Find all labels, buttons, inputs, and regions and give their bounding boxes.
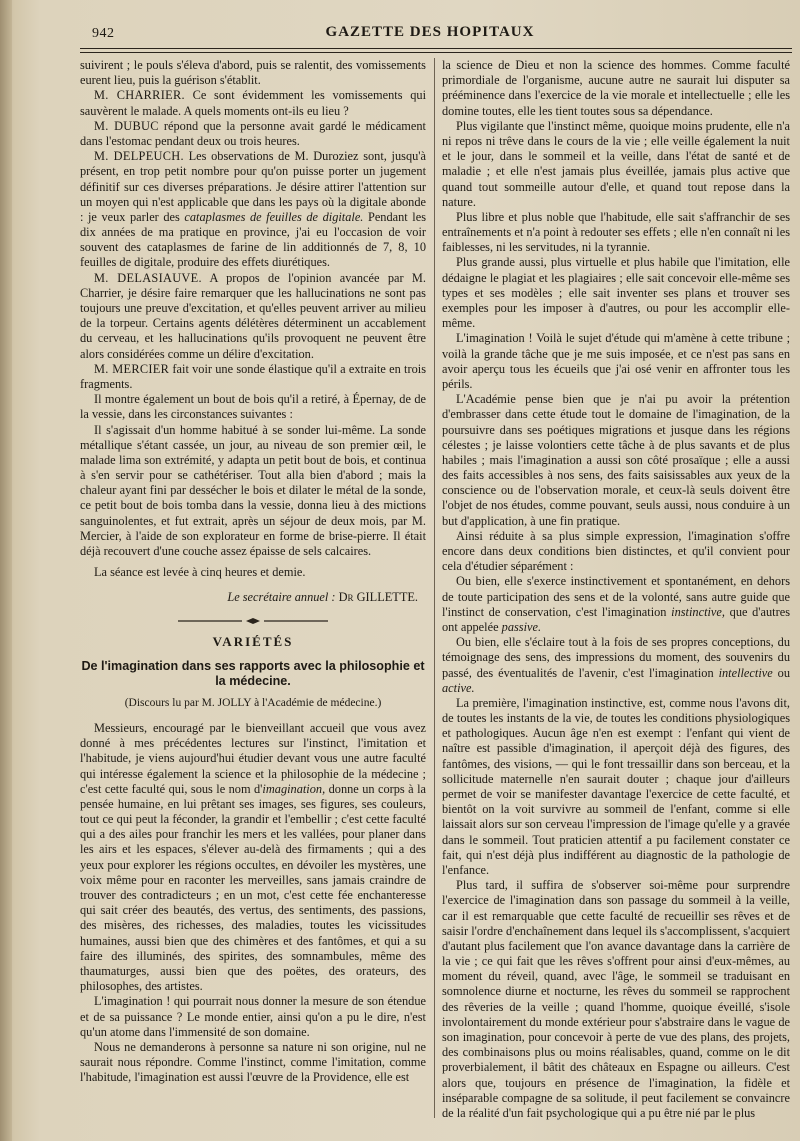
paragraph: Plus tard, il suffira de s'observer soi-même pour surprendre l'exercice de l'imagination dans son passage du sommeil à la veille, car il est remarquable que cette faculté de recueillir ses rêves et de saisir l'ordre d'enchaînement dans lequel ils s'accomplissent, s'acquiert d'autant plus facilement que l'on avance davantage dans la carrière de la vie ; ce qui fait que les rêves s'offrent pour ainsi d'eux-mêmes, au moment du réveil, quand, avec l'âge, le sommeil se traduisant en somnolence diurne et nocturne, les rêves du sommeil se rapprochent des rêveries de la veille ; quand l'homme, quoique éveillé, s'isole involontairement du monde extérieur pour s'abstraire dans le vague de son imagination, pour concevoir à perte de vue des plans, des projets, des combinaisons plus ou moins réalisables, quand, comme on le dit proverbialement, il bâtit des châteaux en Espagne ou ailleurs. C'est alors que, toujours en présence de l'imagination, la fidèle et inséparable compagne de sa solitude, il peut facilement se convaincre de la réalité d'un fait psychologique qui a pu être nié par le plus (442, 878, 790, 1120)
paragraph: M. DELASIAUVE. A propos de l'opinion avancée par M. Charrier, je désire faire remarquer que les hallucinations ne sont pas toujours une preuve d'excitation, et qu'elles peuvent arriver au milieu de la torpeur. Certains agents délétères déterminent un accablement du cerveau, et les hallucinations qu'ils provoquent ne peuvent être alors considérées comme un délire d'excitation. (80, 270, 426, 361)
ornament-rule-icon (178, 618, 328, 624)
paragraph: L'imagination ! Voilà le sujet d'étude qui m'amène à cette tribune ; voilà la grande tâche que je me suis imposée, et ce n'est pas sans en avoir aperçu tous les écueils que j'ai osé venir en affronter tous les périls. (442, 331, 790, 391)
page-binding-shadow (0, 0, 12, 1141)
speaker-name: M. CHARRIER. (94, 88, 185, 103)
section-title: VARIÉTÉS (212, 633, 294, 649)
paragraph: L'Académie pense bien que je n'ai pu avoir la prétention d'embrasser dans cette étude tout le domaine de l'imagination, de la poursuivre dans ses poétiques migrations et jusque dans les régions célestes ; je laisse volontiers cette tâche à de plus savants et de plus habiles ; mais l'imagination a aussi son côté prosaïque ; elle a aussi des faits accessibles à nos sens, des faits saisissables aux yeux de la conscience ou de l'observation morale, et ceux-là seuls doivent être l'objet de nos études, comme pouvant, seuls aussi, nous conduire à un but d'application, à une fin pratique. (442, 392, 790, 528)
paragraph: La première, l'imagination instinctive, est, comme nous l'avons dit, de toutes les instants de la vie, de toutes les conditions physiologiques et pathologiques. Aucun âge n'en est exempt : l'enfant qui vient de naître est passible d'imagination, il aperçoit déjà des figures, des fantômes, des visions, — qui le font tressaillir dans son berceau, et la sollicitude maternelle n'en saurait douter ; chaque jour d'ailleurs permet de voir se manifester davantage l'exercice de cette faculté, et bientôt on la voit survivre au sommeil de l'enfant, comme si elle laissait alors sur son cerveau l'impression de l'image qu'elle y a gravée dans le sommeil. Tout praticien attentif a pu facilement constater ce fait, qui n'est déjà plus indifférent au diagnostic de la pathologie de l'enfance. (442, 695, 790, 877)
speaker-name: M. MERCIER (94, 361, 170, 376)
column-divider (434, 58, 435, 1118)
session-closing: La séance est levée à cinq heures et demie. (94, 565, 306, 580)
paragraph: Ainsi réduite à sa plus simple expression, l'imagination s'offre encore dans deux conditions bien distinctes, et qu'il convient pour cela d'étudier séparément : (442, 528, 790, 574)
paragraph: L'imagination ! qui pourrait nous donner la mesure de son étendue et de sa puissance ? Le monde entier, ainsi qu'on a pu le dire, n'est qu'un atome dans l'immensité de son domaine. (80, 994, 426, 1039)
speaker-name: M. DUBUC (94, 118, 159, 133)
signature: Le secrétaire annuel : Dr GILLETTE. (227, 590, 418, 605)
paragraph: Nous ne demanderons à personne sa nature ni son origine, nul ne saurait nous répondre. Comme l'instinct, comme l'imitation, comme l'habitude, l'imagination est aussi l'œuvre de la Providence, elle est (80, 1039, 426, 1085)
speaker-name: M. DELPEUCH. (94, 149, 184, 164)
paragraph: suivirent ; le pouls s'éleva d'abord, puis se ralentit, des vomissements eurent lieu, puis la guérison s'établit. (80, 58, 426, 88)
paragraph: M. CHARRIER. Ce sont évidemment les vomissements qui sauvèrent le malade. A quels moments ont-ils eu lieu ? (80, 88, 426, 118)
paragraph: M. DUBUC répond que la personne avait gardé le médicament dans l'estomac pendant deux ou trois heures. (80, 118, 426, 148)
paragraph: Plus grande aussi, plus virtuelle et plus habile que l'imitation, elle dédaigne le plagiat et les plagiaires ; elle sait concevoir elle-même ses types et ses modèles ; elle sait inventer ses plans et trouver ses exemples pour les imposer à d'autres, ou pour les accomplir elle-même. (442, 255, 790, 331)
page-number: 942 (92, 26, 115, 41)
page-header (70, 22, 790, 46)
paragraph: Plus vigilante que l'instinct même, quoique moins prudente, elle n'a ni repos ni trêve dans le cours de la vie ; elle veille également la nuit et le jour, dans le sommeil et la veille, dans l'état de santé et de maladie ; et elle n'est jamais plus éveillée, jamais plus active que quand tout sommeille autour d'elle, et quand tout repose dans la nature. (442, 118, 790, 209)
paragraph: la science de Dieu et non la science des hommes. Comme faculté primordiale de l'organisme, aucune autre ne saurait lui disputer sa prééminence dans l'exercice de la vie morale et intellectuelle ; elle les domine toutes, elle les tient toutes sous sa dépendance. (442, 58, 790, 118)
journal-title: GAZETTE DES HOPITAUX (325, 24, 535, 40)
paragraph: M. DELPEUCH. Les observations de M. Duroziez sont, jusqu'à présent, en trop petit nombre pour qu'on puisse porter un jugement définitif sur ces diverses préparations. Je désire attirer l'attention sur un moyen qui n'est applicable que dans les pays où la digitale abonde : je veux parler des cataplasmes de feuilles de digitale. Pendant les dix années de ma pratique en province, j'ai eu l'occasion de voir souvent des cataplasmes de farine de lin additionnés de 7, 8, 10 feuilles de digitale, produire des effets diurétiques. (80, 149, 427, 270)
paragraph: M. MERCIER fait voir une sonde élastique qu'il a extraite en trois fragments. (80, 361, 426, 391)
paragraph: Messieurs, encouragé par le bienveillant accueil que vous avez donné à mes précédentes lectures sur l'instinct, l'imitation et l'habitude, je viens aujourd'hui étudier devant vous une autre faculté qui intéresse également la science et la philosophie de la médecine ; c'est cette faculté qui, sous le nom d'imagination, donne un corps à la pensée humaine, en lui prêtant ses images, ses figures, ses couleurs, tout ce qui peut la féconder, la grandir et l'embellir ; c'est cette faculté qui a des ailes pour franchir les mers et les vallées, pour planer dans les airs et les espaces, s'élever au-delà des firmaments ; qui a des yeux pour explorer les régions occultes, en dévoiler les mystères, une voix même pour en raconter les merveilles, sans jamais craindre de trouver des contradicteurs ; en un mot, c'est cette fée enchanteresse qui sait créer des beautés, des vertus, des sentiments, des passions, des misères, des richesses, des maladies, toutes les vicissitudes humaines, aussi bien que des chimères et des fantômes, et qui a su faire des illuminés, des spirites, des somnambules, même des thaumaturges, aussi bien que des poëtes, des orateurs, des philosophes, des artistes. (80, 720, 426, 994)
paragraph: Il s'agissait d'un homme habitué à se sonder lui-même. La sonde métallique s'étant cassée, un jour, au niveau de son premier œil, le malade lima son extrémité, y adapta un petit bout de bois, et continua à s'en servir pour se cathétériser. Tout alla bien d'abord ; mais la chaleur ayant fini par dessécher le bois et dilater le métal de la sonde, ce petit bout de bois tomba dans la vessie, donna lieu à des mictions sanguinolentes, et fut extrait, après un séjour de deux mois, par M. Mercier, à l'aide de son explorateur en forme de brise-pierre. Il était déjà recouvert d'une couche assez épaisse de sels calcaires. (80, 422, 426, 558)
paragraph: Il montre également un bout de bois qu'il a retiré, à Épernay, de de la vessie, dans les circonstances suivantes : (80, 392, 426, 422)
paragraph: Ou bien, elle s'exerce instinctivement et spontanément, en dehors de toute participation des sens et de la volonté, sans autre guide que l'instinct de conservation, c'est l'imagination instinctive, que d'autres ont appelée passive. (442, 574, 790, 634)
header-rule (80, 48, 792, 53)
speaker-name: M. DELASIAUVE. (94, 270, 202, 285)
paragraph: Plus libre et plus noble que l'habitude, elle sait s'affranchir de ses entraînements et n'a point à redouter ses effets ; elle n'en connaît ni les faiblesses, ni les servitudes, ni la tyrannie. (442, 209, 790, 255)
paragraph: Ou bien, elle s'éclaire tout à la fois de ses propres conceptions, du témoignage des sens, des impressions du moment, des souvenirs du passé, des éventualités de l'avenir, c'est l'imagination intellective ou active. (442, 635, 790, 695)
article-title: De l'imagination dans ses rapports avec la philosophie et la médecine. (81, 658, 425, 689)
article-subtitle: (Discours lu par M. JOLLY à l'Académie de médecine.) (124, 696, 382, 709)
left-column (80, 58, 426, 1085)
right-column (442, 58, 790, 1121)
